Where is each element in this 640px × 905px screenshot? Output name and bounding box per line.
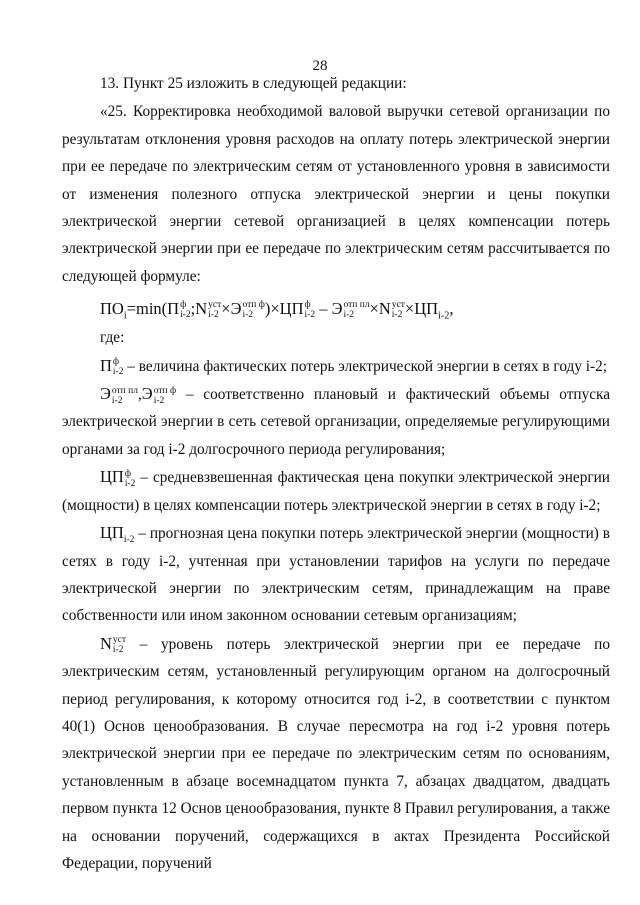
- where-label: где:: [100, 329, 125, 347]
- amendment-heading: 13. Пункт 25 изложить в следующей редакции:: [100, 75, 407, 92]
- page-number: 28: [312, 58, 328, 74]
- definition-actual-price: ЦП ф i-2 – средневзвешенная фактическая цена покупки электрической энергии (мощности) в целях компенсации потерь электрической энергии в сетях в году i-2;: [62, 467, 610, 514]
- definition-actual-losses: П ф i-2 – величина фактических потерь электрической энергии в сетях в году i-2;: [100, 355, 608, 378]
- formula: $ПО_i=\min(П$ ф i-2 ;N уст i-2 ×Э отп ф i-2 )×ЦП ф i-2 – Э отп пл i-2 ×N уст i-2 $\times ЦП_{i-2}$,: [100, 299, 454, 322]
- definition-loss-level: N уст i-2 – уровень потерь электрической энергии при ее передаче по электрическим сетям, установленный регулирующим органом на долгосрочный период регулирования, к которому относится год i-2, в соответствии с пунктом 40(1) Основ ценообразования. В случае пересмотра на год i-2 уровня потерь электрической энергии при ее передаче по электрическим сетям по основаниям, установленным в абзаце восемнадцатом пункта 7, абзацах двадцатом, двадцать первом пункта 12 Основ ценообразования, пункте 8 Правил регулирования, а также на основании поручений, содержащихся в актах Президента Российской Федерации, поручений: [62, 633, 610, 872]
- paragraph-intro: «25. Корректировка необходимой валовой выручки сетевой организации по результатам отклонения уровня расходов на оплату потерь электрической энергии при ее передаче по электрическим сетям от установленного уровня в зависимости от изменения полезного отпуска электрической энергии и цены покупки электрической энергии сетевой организацией в целях компенсации потерь электрической энергии при ее передаче по электрическим сетям рассчитывается по следующей формуле:: [62, 103, 610, 285]
- document-body: [62, 70, 610, 877]
- definition-supply-volumes: Э отп пл i-2 ,Э отп ф i-2 – соответственно плановый и фактический объемы отпуска электрической энергии в сеть сетевой организации, определяемые регулирующими органами за год i-2 долгосрочного периода регулирования;: [62, 384, 610, 458]
- definition-forecast-price: $ЦП_{i-2}$ – прогнозная цена покупки потерь электрической энергии (мощности) в сетях в году i-2, учтенная при установлении тарифов на услуги по передаче электрической энергии по электрическим сетям, принадлежащим на праве собственности или ином законном основании сетевым организациям;: [62, 523, 610, 625]
